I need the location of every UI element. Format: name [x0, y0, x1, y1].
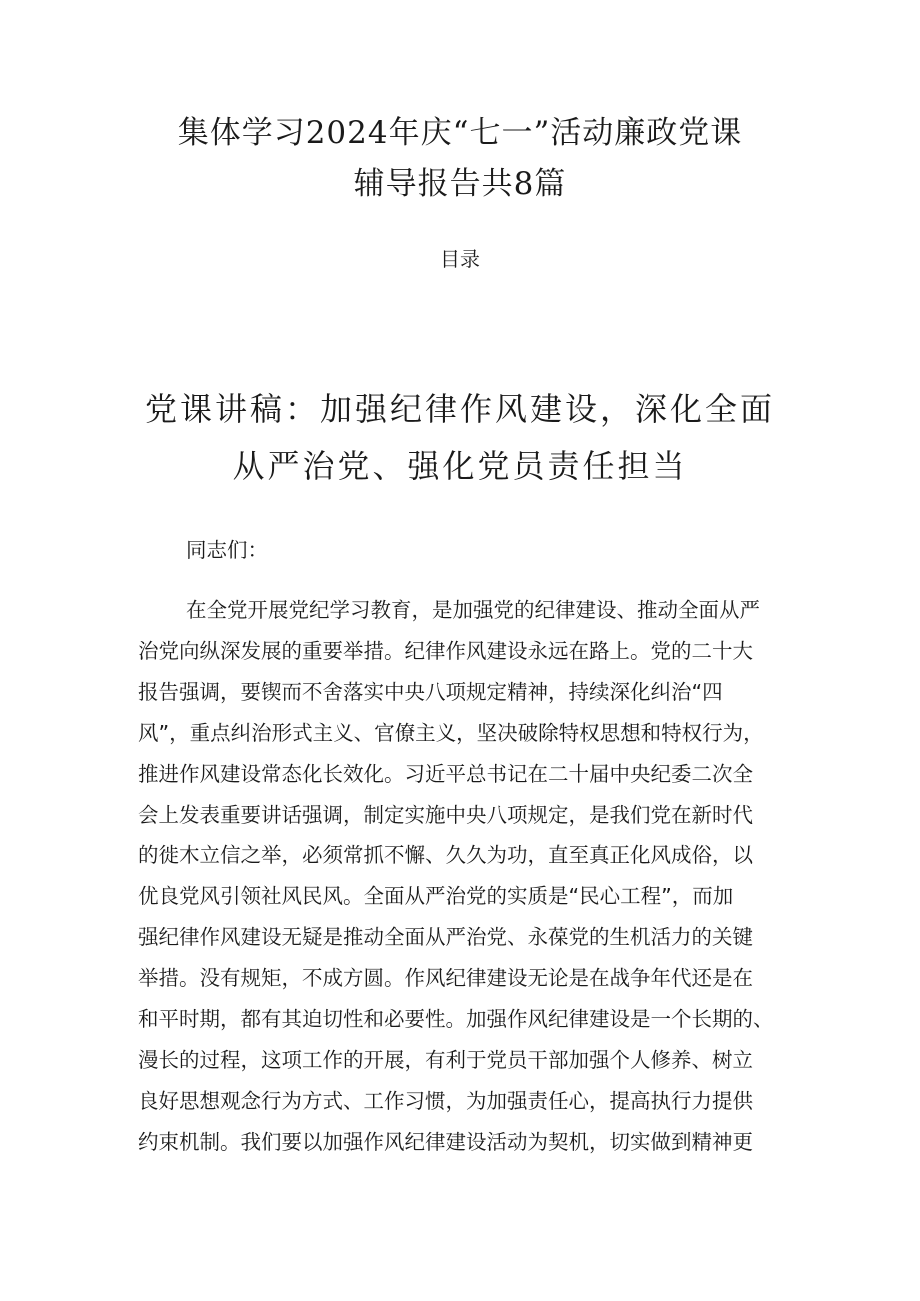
paragraph-line: 风”，重点纠治形式主义、官僚主义，坚决破除特权思想和特权行为，	[138, 720, 764, 745]
paragraph-line: 强纪律作风建设无疑是推动全面从严治党、永葆党的生机活力的关键	[138, 925, 753, 950]
document-title	[60, 108, 860, 210]
toc-heading: 目录	[440, 247, 480, 271]
paragraph-line: 良好思想观念行为方式、工作习惯，为加强责任心，提高执行力提供	[138, 1088, 753, 1113]
section-title	[40, 381, 880, 495]
paragraph-line: 和平时期，都有其迫切性和必要性。加强作风纪律建设是一个长期的、	[138, 1007, 774, 1032]
document-title-line-1: 集体学习2024年庆“七一”活动廉政党课	[177, 115, 743, 151]
paragraph-line: 举措。没有规矩，不成方圆。作风纪律建设无论是在战争年代还是在	[138, 966, 753, 991]
paragraph-line: 的徙木立信之举，必须常抓不懈、久久为功，直至真正化风成俗，以	[138, 843, 753, 868]
section-title-line-2: 从严治党、强化党员责任担当	[232, 447, 688, 485]
paragraph-line: 约束机制。我们要以加强作风纪律建设活动为契机，切实做到精神更	[138, 1129, 753, 1154]
paragraph-line: 报告强调，要锲而不舍落实中央八项规定精神，持续深化纠治“四	[138, 679, 723, 704]
paragraph-line: 会上发表重要讲话强调，制定实施中央八项规定，是我们党在新时代	[138, 802, 753, 827]
paragraph-line: 推进作风建设常态化长效化。习近平总书记在二十届中央纪委二次全	[138, 761, 753, 786]
salutation: 同志们：	[186, 538, 268, 562]
paragraph-line: 治党向纵深发展的重要举措。纪律作风建设永远在路上。党的二十大	[138, 638, 753, 663]
paragraph-line: 在全党开展党纪学习教育，是加强党的纪律建设、推动全面从严	[186, 598, 760, 622]
body-paragraph	[138, 590, 790, 1163]
document-title-line-2: 辅导报告共8篇	[353, 166, 567, 202]
paragraph-line: 优良党风引领社风民风。全面从严治党的实质是“民心工程”，而加	[138, 884, 734, 909]
section-title-line-1: 党课讲稿：加强纪律作风建设，深化全面	[144, 390, 775, 428]
paragraph-line: 漫长的过程，这项工作的开展，有利于党员干部加强个人修养、树立	[138, 1047, 753, 1072]
